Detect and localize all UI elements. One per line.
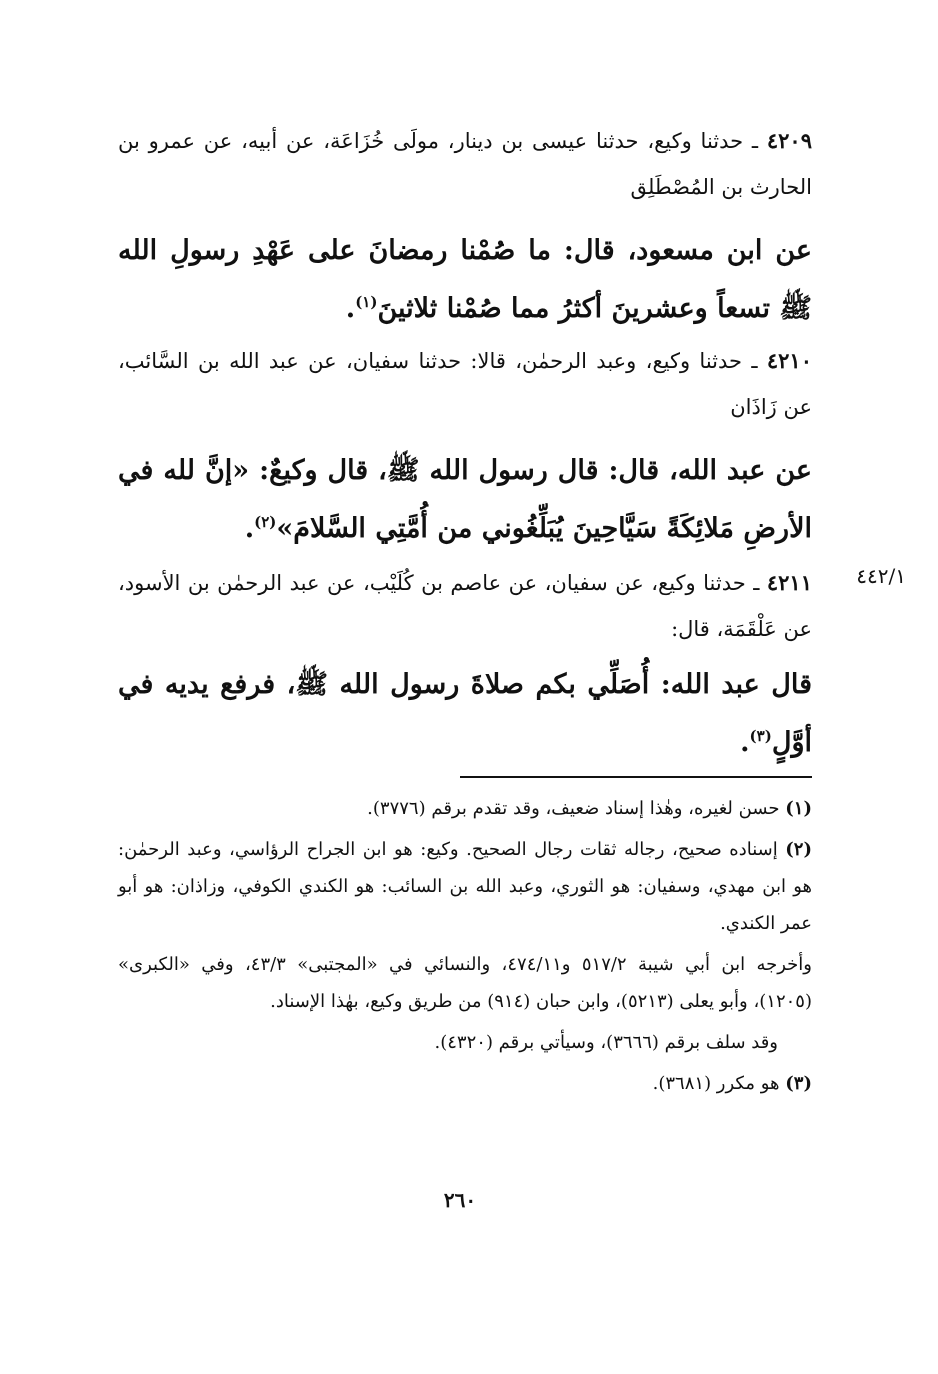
footnotes-section xyxy=(118,790,812,1106)
hadith-4211-chain xyxy=(118,560,812,652)
footnote-ref[interactable]: (٣) xyxy=(749,727,772,745)
footnote-separator xyxy=(460,776,812,778)
matn-text: عن ابن مسعود، قال: ما صُمْنا رمضانَ على عَهْدِ رسولِ الله ﷺ تسعاً وعشرينَ أكثرُ مما صُمْنا ثلاثينَ xyxy=(118,235,812,324)
footnote-text: وأخرجه ابن أبي شيبة ٥١٧/٢ و٤٧٤/١١، والنسائي في «المجتبى» ٤٣/٣، وفي «الكبرى» (١٢٠٥)، وأبو يعلى (٥٢١٣)، وابن حبان (٩١٤) من طريق وكيع، بهٰذا الإسناد. xyxy=(118,954,812,1012)
footnote-number: (٢) xyxy=(785,839,812,860)
hadith-4209-chain xyxy=(118,118,812,210)
footnote-2-continuation xyxy=(118,946,812,1020)
footnote-text: حسن لغيره، وهٰذا إسناد ضعيف، وقد تقدم برقم (٣٧٧٦). xyxy=(367,798,780,819)
isnad-text: ـ حدثنا وكيع، عن سفيان، عن عاصم بن كُلَيْب، عن عبد الرحمٰن بن الأسود، عن عَلْقَمَة، قال: xyxy=(118,571,812,641)
hadith-number: ٤٢١٠ xyxy=(766,348,812,373)
hadith-number: ٤٢١١ xyxy=(766,570,812,595)
footnote-text: هو مكرر (٣٦٨١). xyxy=(652,1073,780,1094)
isnad-text: ـ حدثنا وكيع، حدثنا عيسى بن دينار، مولَى خُزَاعَة، عن أبيه، عن عمرو بن الحارث بن المُصْطَلِق xyxy=(118,129,812,199)
hadith-4210-matn: عن عبد الله، قال: قال رسول الله ﷺ، قال وكيعٌ: «إنَّ لله في الأرضِ مَلائِكَةً سَيَّاحِينَ يُبَلِّغُوني من أُمَّتِي السَّلامَ»$^{(٢)}$. xyxy=(118,455,812,544)
footnote-1 xyxy=(118,790,812,827)
footnote-2 xyxy=(118,831,812,942)
footnote-3 xyxy=(118,1065,812,1102)
matn-text: قال عبد الله: أُصَلِّي بكم صلاةَ رسول الله ﷺ، فرفع يديه في أوَّلٍ xyxy=(118,669,812,758)
footnote-2-crossref xyxy=(118,1024,812,1061)
page-number: ٢٦٠ xyxy=(443,1188,477,1212)
footnote-text: إسناده صحيح، رجاله ثقات رجال الصحيح. وكيع: هو ابن الجراح الرؤاسي، وعبد الرحمٰن: هو ابن مهدي، وسفيان: هو الثوري، وعبد الله بن السائب: هو الكندي الكوفي، وزاذان: هو أبو عمر الكندي. xyxy=(118,839,812,934)
margin-reference: ٤٤٢/١ xyxy=(856,564,906,588)
isnad-text: ـ حدثنا وكيع، وعبد الرحمٰن، قالا: حدثنا سفيان، عن عبد الله بن السَّائب، عن زَاذَان xyxy=(118,349,812,419)
footnote-ref[interactable]: (١) xyxy=(355,293,378,311)
hadith-4209-matn: عن ابن مسعود، قال: ما صُمْنا رمضانَ على عَهْدِ رسولِ الله ﷺ تسعاً وعشرينَ أكثرُ مما صُمْنا ثلاثينَ$^{(١)}$. xyxy=(118,235,812,324)
footnote-number: (١) xyxy=(785,798,812,819)
hadith-4211-matn: قال عبد الله: أُصَلِّي بكم صلاةَ رسول الله ﷺ، فرفع يديه في أوَّلٍ$^{(٣)}$. xyxy=(118,669,812,758)
footnote-text: وقد سلف برقم (٣٦٦٦)، وسيأتي برقم (٤٣٢٠). xyxy=(434,1032,778,1053)
hadith-number: ٤٢٠٩ xyxy=(766,128,812,153)
matn-text: عن عبد الله، قال: قال رسول الله ﷺ، قال وكيعٌ: «إنَّ لله في الأرضِ مَلائِكَةً سَيَّاحِينَ يُبَلِّغُوني من أُمَّتِي السَّلامَ» xyxy=(118,455,812,544)
footnote-ref[interactable]: (٢) xyxy=(254,513,277,531)
hadith-4210-chain xyxy=(118,338,812,430)
footnote-number: (٣) xyxy=(785,1073,812,1094)
